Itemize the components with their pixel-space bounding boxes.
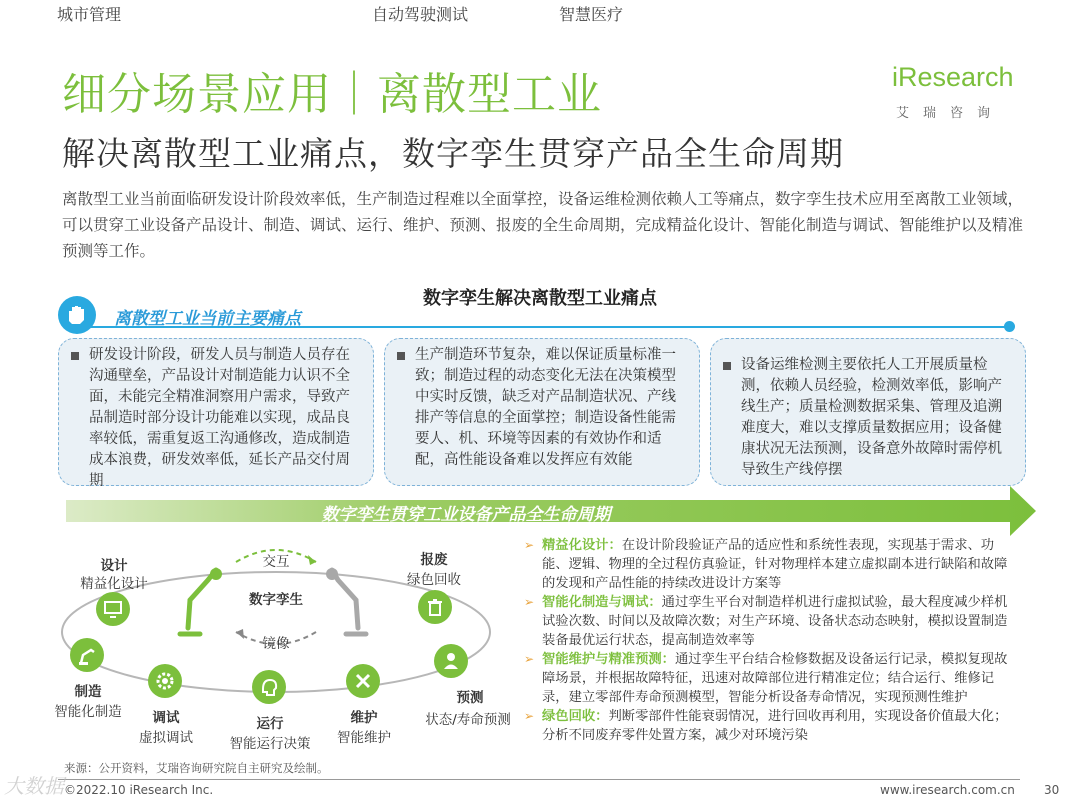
- wrench-icon: [346, 664, 380, 698]
- benefit-key: 智能维护与精准预测：: [542, 652, 675, 667]
- benefit-item: [520, 707, 1020, 745]
- benefit-text: 通过孪生平台对制造样机进行虚拟试验，最大程度减少样机试验次数、时间以及故障次数；对生产环境、设备状态动态映射，模拟设置制造装备最优运行状态，提高制造效率等: [542, 595, 1008, 648]
- trash-icon: [418, 590, 452, 624]
- benefit-key: 精益化设计：: [542, 538, 622, 553]
- people-icon: [434, 644, 468, 678]
- monitor-icon: [96, 592, 130, 626]
- arrow-right-icon: ➢: [524, 709, 535, 723]
- tab-label: 智慧工业: [216, 5, 281, 24]
- logo-wordmark: iResearch: [892, 62, 1014, 92]
- tab-smart-industry[interactable]: [160, 0, 328, 30]
- pain-point-text: 生产制造环节复杂，难以保证质量标准一致；制造过程的动态变化无法在决策模型中实时反馈，缺乏对产品制造状况、产线排产等信息的全面掌控；制造设备性能需要人、机、环境等因素的有效协作和适配，高性能设备难以发挥应有效能: [415, 347, 676, 468]
- page-title: 细分场景应用｜离散型工业: [62, 69, 602, 120]
- stage-run-name: 运行: [256, 716, 284, 732]
- arrow-right-icon: ➢: [524, 595, 535, 609]
- page-subtitle: 解决离散型工业痛点，数字孪生贯穿产品全生命周期: [62, 134, 844, 173]
- logo-chinese: 艾瑞咨询: [896, 106, 1005, 121]
- tab-city-management[interactable]: [0, 0, 168, 30]
- stage-predict-name: 预测: [456, 690, 484, 706]
- bullet-square-icon: [71, 352, 79, 360]
- tab-label: 智慧医疗: [558, 5, 623, 24]
- benefit-text: 通过孪生平台结合检修数据及设备运行记录，模拟复现故障场景，并根据故障特征，迅速对故障部位进行精准定位；结合运行、维修记录，建立零部件寿命预测模型，智能分析设备寿命情况，实现预测性维护: [542, 652, 1008, 705]
- watermark: 大数据: [4, 774, 64, 798]
- tab-label: 自动驾驶测试: [371, 5, 468, 24]
- arrow-right-icon: ➢: [524, 652, 535, 666]
- iresearch-logo: [892, 62, 1032, 122]
- interaction-label: 交互: [262, 554, 290, 570]
- digital-twin-label: 数字孪生: [249, 592, 303, 608]
- page-number: 30: [1044, 783, 1060, 797]
- lifecycle-diagram: [40, 540, 520, 750]
- stage-debug-desc: 虚拟调试: [139, 730, 193, 746]
- source-note: 来源：公开资料，艾瑞咨询研究院自主研究及绘制。: [64, 761, 329, 775]
- pain-point-card: [384, 338, 700, 486]
- footer-website-link[interactable]: www.iresearch.com.cn: [880, 783, 1015, 797]
- brain-icon: [252, 670, 286, 704]
- stage-manufacture-name: 制造: [74, 684, 102, 700]
- stage-manufacture-desc: 智能化制造: [54, 704, 122, 720]
- hand-icon: [58, 296, 96, 334]
- benefits-list: [520, 536, 1020, 745]
- divider-dot: [1004, 321, 1015, 332]
- mirror-label: 镜像: [262, 636, 290, 652]
- tab-autonomous-driving-test[interactable]: [320, 0, 510, 30]
- footer-divider: [58, 779, 1020, 780]
- bullet-square-icon: [397, 352, 405, 360]
- pain-point-card: [58, 338, 374, 489]
- section-title: 数字孪生解决离散型工业痛点: [423, 288, 657, 309]
- benefit-text: 在设计阶段验证产品的适应性和系统性表现，实现基于需求、功能、逻辑、物理的全过程仿真验证，针对物理样本建立虚拟副本进行缺陷和故障的发现和产品性能的持续改进设计方案等: [542, 538, 1008, 591]
- stage-design-desc: 精益化设计: [80, 576, 148, 592]
- benefit-key: 绿色回收：: [542, 709, 609, 724]
- stage-scrap-desc: 绿色回收: [407, 572, 461, 588]
- pain-points-header: [58, 296, 1018, 336]
- gear-icon: [148, 664, 182, 698]
- lifecycle-banner-text: 数字孪生贯穿工业设备产品全生命周期: [321, 505, 611, 525]
- benefit-item: [520, 536, 1020, 593]
- benefit-item: [520, 593, 1020, 650]
- stage-maintain-name: 维护: [350, 710, 378, 726]
- pain-point-text: 研发设计阶段，研发人员与制造人员存在沟通壁垒，产品设计对制造能力认识不全面，未能完全精准洞察用户需求，导致产品制造时部分设计功能难以实现，成品良率较低，需重复返工沟通修改，造成制造成本浪费，研发效率低，延长产品交付周期: [89, 347, 350, 489]
- benefit-key: 智能化制造与调试：: [542, 595, 662, 610]
- footer-copyright: ©2022.10 iResearch Inc.: [64, 783, 214, 797]
- robot-arm-icon: [70, 638, 104, 672]
- benefit-item: [520, 650, 1020, 707]
- tab-label: 城市管理: [56, 5, 121, 24]
- tab-smart-healthcare[interactable]: [502, 0, 670, 30]
- stage-predict-desc: 状态/寿命预测: [425, 712, 511, 728]
- benefit-text: 判断零部件性能衰弱情况，进行回收再利用，实现设备价值最大化；分析不同废弃零件处置方案，减少对环境污染: [542, 709, 1008, 743]
- stage-run-desc: 智能运行决策: [229, 736, 311, 752]
- stage-design-name: 设计: [100, 558, 128, 574]
- bullet-square-icon: [723, 362, 731, 370]
- pain-point-text: 设备运维检测主要依托人工开展质量检测，依赖人员经验，检测效率低，影响产线生产；质量检测数据采集、管理及追溯难度大，难以支撑质量数据应用；设备健康状况无法预测，设备意外故障时需停机导致生产线停摆: [741, 357, 1002, 478]
- arrow-right-icon: ➢: [524, 538, 535, 552]
- top-navigation: [0, 0, 1080, 30]
- stage-scrap-name: 报废: [420, 552, 448, 568]
- stage-debug-name: 调试: [152, 710, 180, 726]
- pain-points-label: 离散型工业当前主要痛点: [114, 309, 301, 329]
- intro-paragraph: 离散型工业当前面临研发设计阶段效率低，生产制造过程难以全面掌控，设备运维检测依赖人工等痛点，数字孪生技术应用至离散工业领域，可以贯穿工业设备产品设计、制造、调试、运行、维护、预测、报废的全生命周期，完成精益化设计、智能化制造与调试、智能维护以及精准预测等工作。: [62, 190, 1024, 260]
- stage-maintain-desc: 智能维护: [337, 730, 391, 746]
- pain-point-card: [710, 338, 1026, 486]
